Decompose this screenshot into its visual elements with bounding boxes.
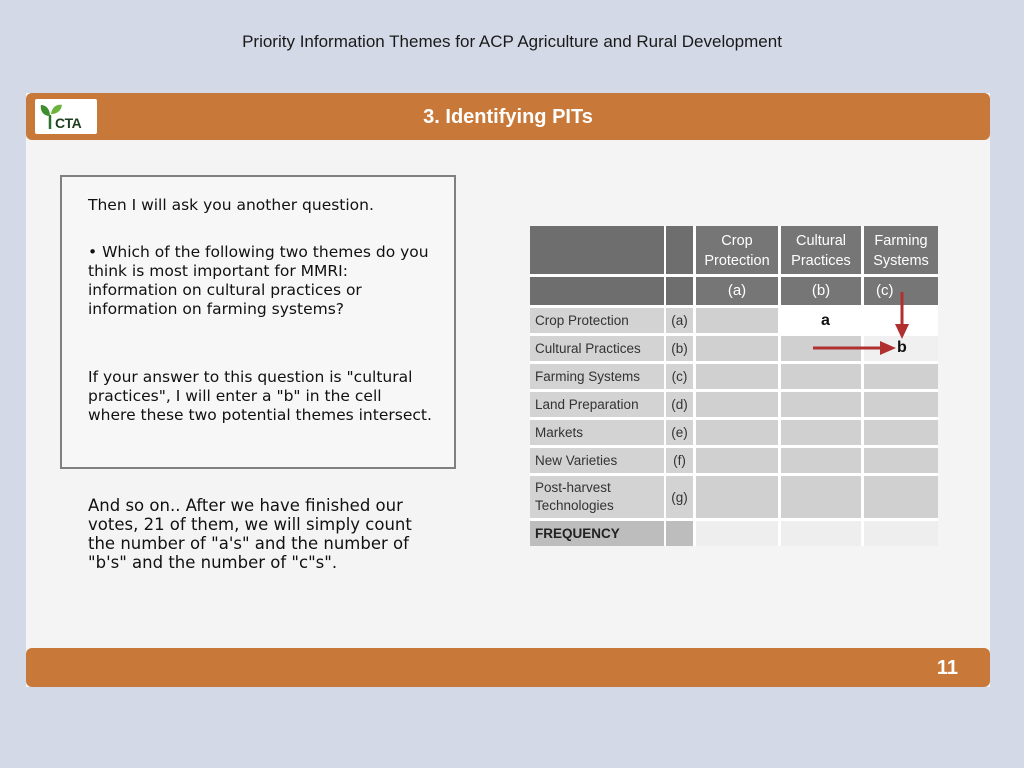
matrix-cell bbox=[781, 392, 861, 417]
question-intro: Then I will ask you another question. bbox=[88, 196, 374, 214]
row-code-a: (a) bbox=[666, 308, 693, 333]
slide-header bbox=[26, 93, 990, 140]
row-code-b: (b) bbox=[666, 336, 693, 361]
matrix-cell bbox=[696, 336, 778, 361]
logo-text: CTA bbox=[55, 115, 82, 131]
matrix-entry-b: b bbox=[897, 339, 907, 356]
summary-text: And so on.. After we have finished our votes, 21 of them, we will simply count the number of "a's" and the number of "b's" and the number of "c"s". bbox=[88, 496, 412, 572]
row-code-f: (f) bbox=[666, 448, 693, 473]
question-bullet: • Which of the following two themes do you think is most important for MMRI: information on cultural practices or information on farming systems? bbox=[88, 243, 429, 318]
slide-footer bbox=[26, 648, 990, 687]
answer-explanation: If your answer to this question is "cultural practices", I will enter a "b" in the cell where these two potential themes intersect. bbox=[88, 368, 432, 424]
matrix-cell bbox=[864, 476, 938, 518]
question-box bbox=[60, 175, 456, 469]
row-label-post-harvest-technologies: Post-harvest Technologies bbox=[530, 476, 664, 518]
pairwise-matrix bbox=[530, 226, 938, 546]
row-label-crop-protection: Crop Protection bbox=[530, 308, 664, 333]
matrix-cell bbox=[696, 476, 778, 518]
matrix-cell bbox=[864, 448, 938, 473]
codes-row-code bbox=[666, 277, 693, 305]
matrix-cell bbox=[864, 392, 938, 417]
matrix-cell bbox=[696, 420, 778, 445]
column-header-farming-systems: Farming Systems bbox=[864, 226, 938, 274]
frequency-cell bbox=[781, 521, 861, 546]
row-code-g: (g) bbox=[666, 476, 693, 518]
row-label-markets: Markets bbox=[530, 420, 664, 445]
matrix-cell bbox=[864, 364, 938, 389]
matrix-cell bbox=[781, 476, 861, 518]
codes-row-label bbox=[530, 277, 664, 305]
row-code-d: (d) bbox=[666, 392, 693, 417]
presentation-title: Priority Information Themes for ACP Agriculture and Rural Development bbox=[242, 32, 782, 51]
slide-title: 3. Identifying PITs bbox=[423, 106, 593, 128]
page-number: 11 bbox=[936, 657, 958, 679]
column-code-a: (a) bbox=[696, 277, 778, 305]
frequency-code-cell bbox=[666, 521, 693, 546]
frequency-cell bbox=[696, 521, 778, 546]
matrix-cell bbox=[864, 420, 938, 445]
frequency-cell bbox=[864, 521, 938, 546]
matrix-cell bbox=[696, 448, 778, 473]
row-code-e: (e) bbox=[666, 420, 693, 445]
matrix-cell bbox=[781, 420, 861, 445]
column-header-crop-protection: Crop Protection bbox=[696, 226, 778, 274]
matrix-cell bbox=[781, 364, 861, 389]
matrix-cell bbox=[781, 336, 861, 361]
matrix-corner-code bbox=[666, 226, 693, 274]
row-label-new-varieties: New Varieties bbox=[530, 448, 664, 473]
matrix-cell bbox=[696, 308, 778, 333]
matrix-cell bbox=[696, 392, 778, 417]
row-code-c: (c) bbox=[666, 364, 693, 389]
column-code-b: (b) bbox=[781, 277, 861, 305]
row-label-farming-systems: Farming Systems bbox=[530, 364, 664, 389]
matrix-cell bbox=[696, 364, 778, 389]
row-label-cultural-practices: Cultural Practices bbox=[530, 336, 664, 361]
column-code-c: (c) bbox=[864, 277, 938, 305]
matrix-corner-label bbox=[530, 226, 664, 274]
matrix-entry-a: a bbox=[821, 312, 830, 329]
column-header-cultural-practices: Cultural Practices bbox=[781, 226, 861, 274]
matrix-cell bbox=[781, 448, 861, 473]
matrix-cell bbox=[864, 308, 938, 333]
row-label-land-preparation: Land Preparation bbox=[530, 392, 664, 417]
row-label-frequency: FREQUENCY bbox=[530, 521, 664, 546]
